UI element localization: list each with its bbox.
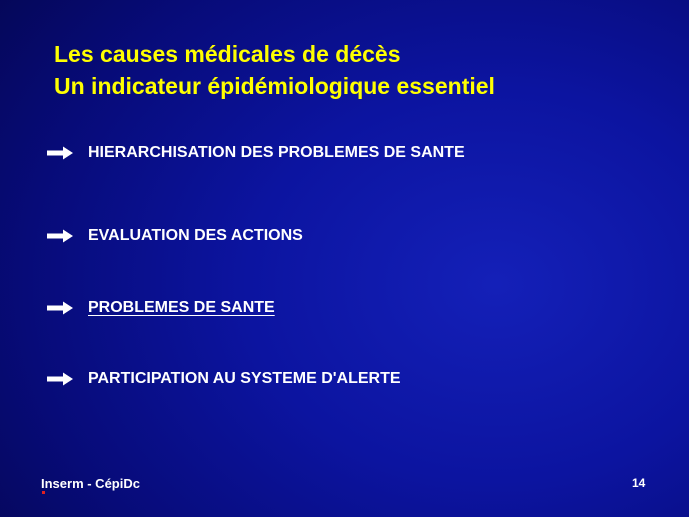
title-line-1: Les causes médicales de décès <box>54 41 401 67</box>
title-line-2: Un indicateur épidémiologique essentiel <box>54 73 495 99</box>
red-dot-marker <box>42 491 45 494</box>
slide-title <box>54 38 495 102</box>
bullet-item-problemes-de-sante[interactable] <box>46 297 275 319</box>
bullet-label: EVALUATION DES ACTIONS <box>88 227 303 244</box>
right-arrow-icon <box>46 145 74 161</box>
right-arrow-icon <box>46 371 74 387</box>
bullet-item-hierarchisation <box>46 142 465 164</box>
right-arrow-icon <box>46 228 74 244</box>
right-arrow-icon <box>46 300 74 316</box>
bullet-item-evaluation <box>46 225 303 247</box>
page-number: 14 <box>632 476 646 490</box>
bullet-item-participation <box>46 368 401 390</box>
bullet-label: PARTICIPATION AU SYSTEME D'ALERTE <box>88 370 401 387</box>
bullet-label: HIERARCHISATION DES PROBLEMES DE SANTE <box>88 144 465 161</box>
bullet-link-problemes-de-sante[interactable]: PROBLEMES DE SANTE <box>88 299 275 316</box>
footer-organization: Inserm - CépiDc <box>41 476 140 491</box>
